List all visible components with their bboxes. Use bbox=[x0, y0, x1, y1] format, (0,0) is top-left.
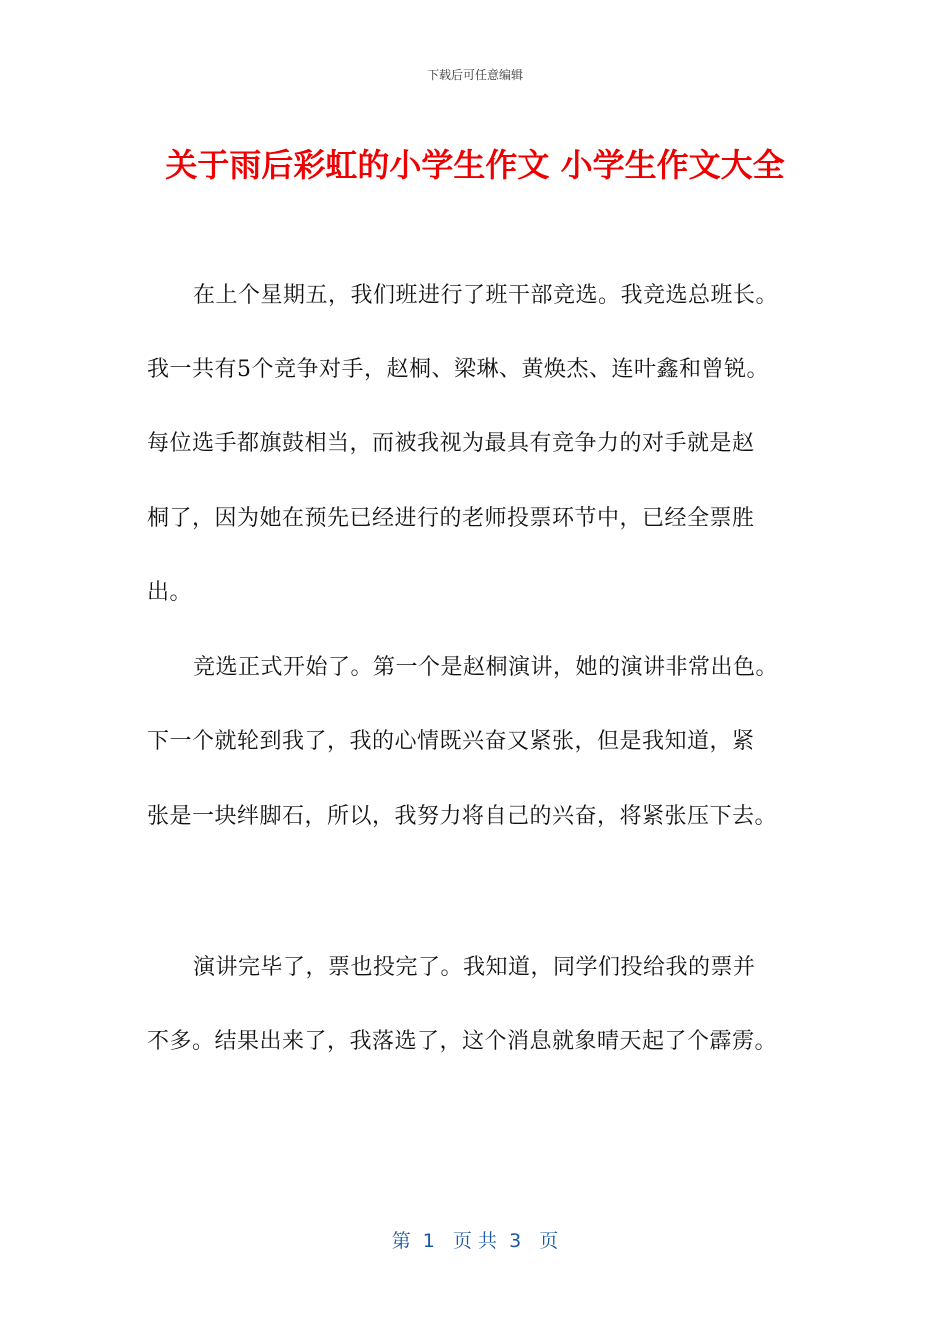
paragraph-1-line-4: 桐了，因为她在预先已经进行的老师投票环节中，已经全票胜 bbox=[147, 506, 755, 531]
paragraph-3-line-2: 不多。结果出来了，我落选了，这个消息就象晴天起了个霹雳。 bbox=[147, 1029, 778, 1054]
paragraph-2-line-1: 竞选正式开始了。第一个是赵桐演讲，她的演讲非常出色。 bbox=[193, 655, 779, 680]
paragraph-1-line-5: 出。 bbox=[147, 580, 193, 605]
paragraph-1-line-3: 每位选手都旗鼓相当，而被我视为最具有竞争力的对手就是赵 bbox=[147, 431, 755, 456]
header-note: 下载后可任意编辑 bbox=[426, 68, 523, 82]
paragraph-3-line-1: 演讲完毕了，票也投完了。我知道，同学们投给我的票并 bbox=[193, 955, 756, 980]
page-number-footer: 第 1 页 共 3 页 bbox=[391, 1230, 559, 1252]
paragraph-1-line-1: 在上个星期五，我们班进行了班干部竞选。我竞选总班长。 bbox=[193, 283, 779, 308]
paragraph-1-line-2: 我一共有5个竞争对手，赵桐、梁琳、黄焕杰、连叶鑫和曾锐。 bbox=[147, 357, 769, 382]
paragraph-2-line-2: 下一个就轮到我了，我的心情既兴奋又紧张，但是我知道，紧 bbox=[147, 729, 755, 754]
document-title: 关于雨后彩虹的小学生作文 小学生作文大全 bbox=[165, 146, 785, 184]
paragraph-2-line-3: 张是一块绊脚石，所以，我努力将自己的兴奋，将紧张压下去。 bbox=[147, 804, 778, 829]
